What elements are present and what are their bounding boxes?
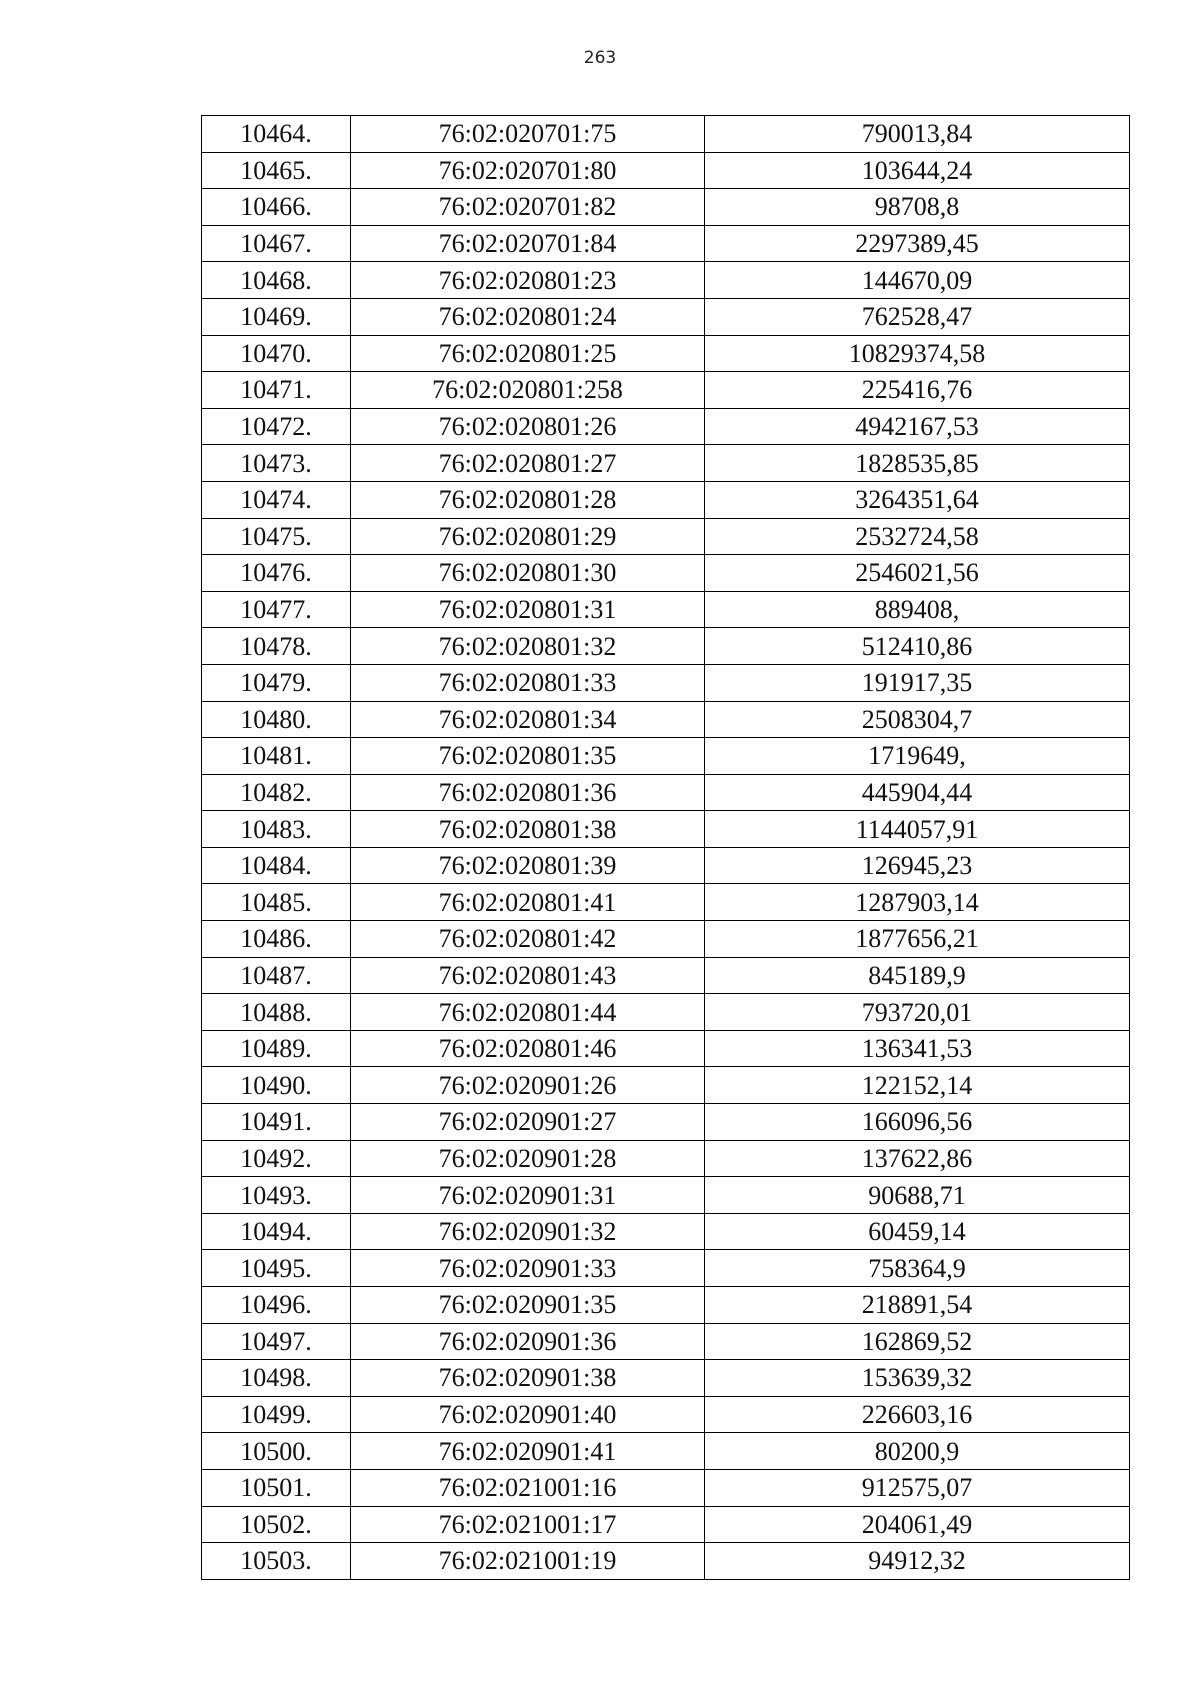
cadastral-value-cell: 103644,24	[705, 152, 1130, 189]
table-row	[202, 884, 1130, 921]
table-row	[202, 1104, 1130, 1141]
cadastral-value-cell: 226603,16	[705, 1396, 1130, 1433]
cadastral-value-cell: 1144057,91	[705, 811, 1130, 848]
row-number-cell: 10469.	[202, 298, 351, 335]
cadastral-value-cell: 2297389,45	[705, 225, 1130, 262]
table-row	[202, 1030, 1130, 1067]
cadastral-value-cell: 90688,71	[705, 1177, 1130, 1214]
cadastral-number-cell: 76:02:020801:25	[351, 335, 705, 372]
row-number-cell: 10498.	[202, 1360, 351, 1397]
cadastral-value-cell: 1287903,14	[705, 884, 1130, 921]
table-row	[202, 555, 1130, 592]
cadastral-number-cell: 76:02:021001:17	[351, 1506, 705, 1543]
row-number-cell: 10503.	[202, 1543, 351, 1580]
row-number-cell: 10501.	[202, 1469, 351, 1506]
cadastral-value-cell: 2532724,58	[705, 518, 1130, 555]
cadastral-number-cell: 76:02:020801:23	[351, 262, 705, 299]
row-number-cell: 10496.	[202, 1287, 351, 1324]
cadastral-number-cell: 76:02:020801:43	[351, 957, 705, 994]
cadastral-value-cell: 94912,32	[705, 1543, 1130, 1580]
cadastral-number-cell: 76:02:020801:31	[351, 591, 705, 628]
table-body	[202, 116, 1130, 1580]
cadastral-number-cell: 76:02:021001:16	[351, 1469, 705, 1506]
row-number-cell: 10495.	[202, 1250, 351, 1287]
cadastral-value-cell: 153639,32	[705, 1360, 1130, 1397]
cadastral-number-cell: 76:02:020801:33	[351, 664, 705, 701]
table-row	[202, 1543, 1130, 1580]
table-row	[202, 994, 1130, 1031]
table-row	[202, 518, 1130, 555]
table-row	[202, 1506, 1130, 1543]
table-row	[202, 628, 1130, 665]
table-row	[202, 1287, 1130, 1324]
table-row	[202, 664, 1130, 701]
cadastral-value-cell: 136341,53	[705, 1030, 1130, 1067]
table-row	[202, 152, 1130, 189]
row-number-cell: 10491.	[202, 1104, 351, 1141]
table-row	[202, 298, 1130, 335]
table-row	[202, 1323, 1130, 1360]
cadastral-value-cell: 191917,35	[705, 664, 1130, 701]
cadastral-value-cell: 845189,9	[705, 957, 1130, 994]
cadastral-value-cell: 144670,09	[705, 262, 1130, 299]
row-number-cell: 10477.	[202, 591, 351, 628]
cadastral-value-cell: 137622,86	[705, 1140, 1130, 1177]
cadastral-number-cell: 76:02:020701:75	[351, 116, 705, 153]
row-number-cell: 10480.	[202, 701, 351, 738]
row-number-cell: 10481.	[202, 738, 351, 775]
row-number-cell: 10464.	[202, 116, 351, 153]
row-number-cell: 10479.	[202, 664, 351, 701]
table-row	[202, 1213, 1130, 1250]
cadastral-value-cell: 4942167,53	[705, 408, 1130, 445]
row-number-cell: 10472.	[202, 408, 351, 445]
row-number-cell: 10487.	[202, 957, 351, 994]
cadastral-number-cell: 76:02:020801:27	[351, 445, 705, 482]
table-row	[202, 1433, 1130, 1470]
cadastral-value-cell: 225416,76	[705, 372, 1130, 409]
row-number-cell: 10486.	[202, 921, 351, 958]
cadastral-number-cell: 76:02:020701:80	[351, 152, 705, 189]
cadastral-value-cell: 3264351,64	[705, 481, 1130, 518]
table-row	[202, 1250, 1130, 1287]
row-number-cell: 10483.	[202, 811, 351, 848]
table-row	[202, 1067, 1130, 1104]
cadastral-number-cell: 76:02:020801:24	[351, 298, 705, 335]
row-number-cell: 10499.	[202, 1396, 351, 1433]
cadastral-number-cell: 76:02:020901:33	[351, 1250, 705, 1287]
row-number-cell: 10494.	[202, 1213, 351, 1250]
table-row	[202, 225, 1130, 262]
cadastral-value-cell: 218891,54	[705, 1287, 1130, 1324]
row-number-cell: 10467.	[202, 225, 351, 262]
cadastral-number-cell: 76:02:020801:42	[351, 921, 705, 958]
cadastral-number-cell: 76:02:020901:28	[351, 1140, 705, 1177]
cadastral-value-cell: 10829374,58	[705, 335, 1130, 372]
row-number-cell: 10466.	[202, 189, 351, 226]
table-row	[202, 481, 1130, 518]
cadastral-value-cell: 758364,9	[705, 1250, 1130, 1287]
cadastral-number-cell: 76:02:020801:30	[351, 555, 705, 592]
cadastral-number-cell: 76:02:020901:40	[351, 1396, 705, 1433]
row-number-cell: 10470.	[202, 335, 351, 372]
row-number-cell: 10500.	[202, 1433, 351, 1470]
cadastral-value-cell: 445904,44	[705, 774, 1130, 811]
row-number-cell: 10468.	[202, 262, 351, 299]
table-row	[202, 774, 1130, 811]
cadastral-value-cell: 793720,01	[705, 994, 1130, 1031]
cadastral-value-cell: 2546021,56	[705, 555, 1130, 592]
cadastral-number-cell: 76:02:020901:35	[351, 1287, 705, 1324]
table-row	[202, 738, 1130, 775]
cadastral-number-cell: 76:02:020801:32	[351, 628, 705, 665]
row-number-cell: 10484.	[202, 847, 351, 884]
cadastral-number-cell: 76:02:020701:84	[351, 225, 705, 262]
table-row	[202, 701, 1130, 738]
cadastral-value-cell: 60459,14	[705, 1213, 1130, 1250]
row-number-cell: 10473.	[202, 445, 351, 482]
row-number-cell: 10474.	[202, 481, 351, 518]
table-row	[202, 335, 1130, 372]
cadastral-number-cell: 76:02:020801:258	[351, 372, 705, 409]
row-number-cell: 10471.	[202, 372, 351, 409]
table-row	[202, 957, 1130, 994]
cadastral-value-cell: 889408,	[705, 591, 1130, 628]
cadastral-value-cell: 1828535,85	[705, 445, 1130, 482]
table-row	[202, 1469, 1130, 1506]
cadastral-value-table	[201, 115, 1130, 1580]
row-number-cell: 10465.	[202, 152, 351, 189]
cadastral-number-cell: 76:02:020801:35	[351, 738, 705, 775]
cadastral-value-cell: 80200,9	[705, 1433, 1130, 1470]
cadastral-value-cell: 1877656,21	[705, 921, 1130, 958]
table-row	[202, 1177, 1130, 1214]
table-row	[202, 372, 1130, 409]
cadastral-number-cell: 76:02:020901:36	[351, 1323, 705, 1360]
cadastral-value-cell: 166096,56	[705, 1104, 1130, 1141]
cadastral-value-cell: 790013,84	[705, 116, 1130, 153]
row-number-cell: 10488.	[202, 994, 351, 1031]
row-number-cell: 10492.	[202, 1140, 351, 1177]
cadastral-number-cell: 76:02:020801:36	[351, 774, 705, 811]
table-row	[202, 1396, 1130, 1433]
cadastral-number-cell: 76:02:020801:29	[351, 518, 705, 555]
table-row	[202, 921, 1130, 958]
cadastral-value-cell: 512410,86	[705, 628, 1130, 665]
row-number-cell: 10476.	[202, 555, 351, 592]
cadastral-number-cell: 76:02:020701:82	[351, 189, 705, 226]
cadastral-number-cell: 76:02:020801:28	[351, 481, 705, 518]
row-number-cell: 10475.	[202, 518, 351, 555]
row-number-cell: 10482.	[202, 774, 351, 811]
table-row	[202, 189, 1130, 226]
row-number-cell: 10493.	[202, 1177, 351, 1214]
cadastral-number-cell: 76:02:020801:39	[351, 847, 705, 884]
table-row	[202, 1360, 1130, 1397]
page-number: 263	[583, 48, 617, 68]
cadastral-number-cell: 76:02:020801:44	[351, 994, 705, 1031]
cadastral-number-cell: 76:02:020801:26	[351, 408, 705, 445]
cadastral-number-cell: 76:02:020901:41	[351, 1433, 705, 1470]
row-number-cell: 10489.	[202, 1030, 351, 1067]
cadastral-value-cell: 912575,07	[705, 1469, 1130, 1506]
table-row	[202, 445, 1130, 482]
cadastral-value-cell: 1719649,	[705, 738, 1130, 775]
table-row	[202, 1140, 1130, 1177]
cadastral-value-cell: 126945,23	[705, 847, 1130, 884]
cadastral-number-cell: 76:02:020901:32	[351, 1213, 705, 1250]
cadastral-number-cell: 76:02:020901:26	[351, 1067, 705, 1104]
cadastral-number-cell: 76:02:020801:34	[351, 701, 705, 738]
table-row	[202, 408, 1130, 445]
cadastral-number-cell: 76:02:020901:27	[351, 1104, 705, 1141]
row-number-cell: 10490.	[202, 1067, 351, 1104]
cadastral-number-cell: 76:02:020801:41	[351, 884, 705, 921]
cadastral-value-cell: 2508304,7	[705, 701, 1130, 738]
cadastral-number-cell: 76:02:020801:46	[351, 1030, 705, 1067]
row-number-cell: 10478.	[202, 628, 351, 665]
cadastral-number-cell: 76:02:020901:38	[351, 1360, 705, 1397]
cadastral-value-cell: 762528,47	[705, 298, 1130, 335]
row-number-cell: 10485.	[202, 884, 351, 921]
cadastral-number-cell: 76:02:020901:31	[351, 1177, 705, 1214]
cadastral-value-cell: 98708,8	[705, 189, 1130, 226]
cadastral-value-cell: 204061,49	[705, 1506, 1130, 1543]
table-row	[202, 262, 1130, 299]
cadastral-number-cell: 76:02:020801:38	[351, 811, 705, 848]
table-row	[202, 811, 1130, 848]
cadastral-value-cell: 122152,14	[705, 1067, 1130, 1104]
table-row	[202, 591, 1130, 628]
row-number-cell: 10502.	[202, 1506, 351, 1543]
cadastral-number-cell: 76:02:021001:19	[351, 1543, 705, 1580]
table-row	[202, 847, 1130, 884]
cadastral-value-cell: 162869,52	[705, 1323, 1130, 1360]
row-number-cell: 10497.	[202, 1323, 351, 1360]
table-row	[202, 116, 1130, 153]
